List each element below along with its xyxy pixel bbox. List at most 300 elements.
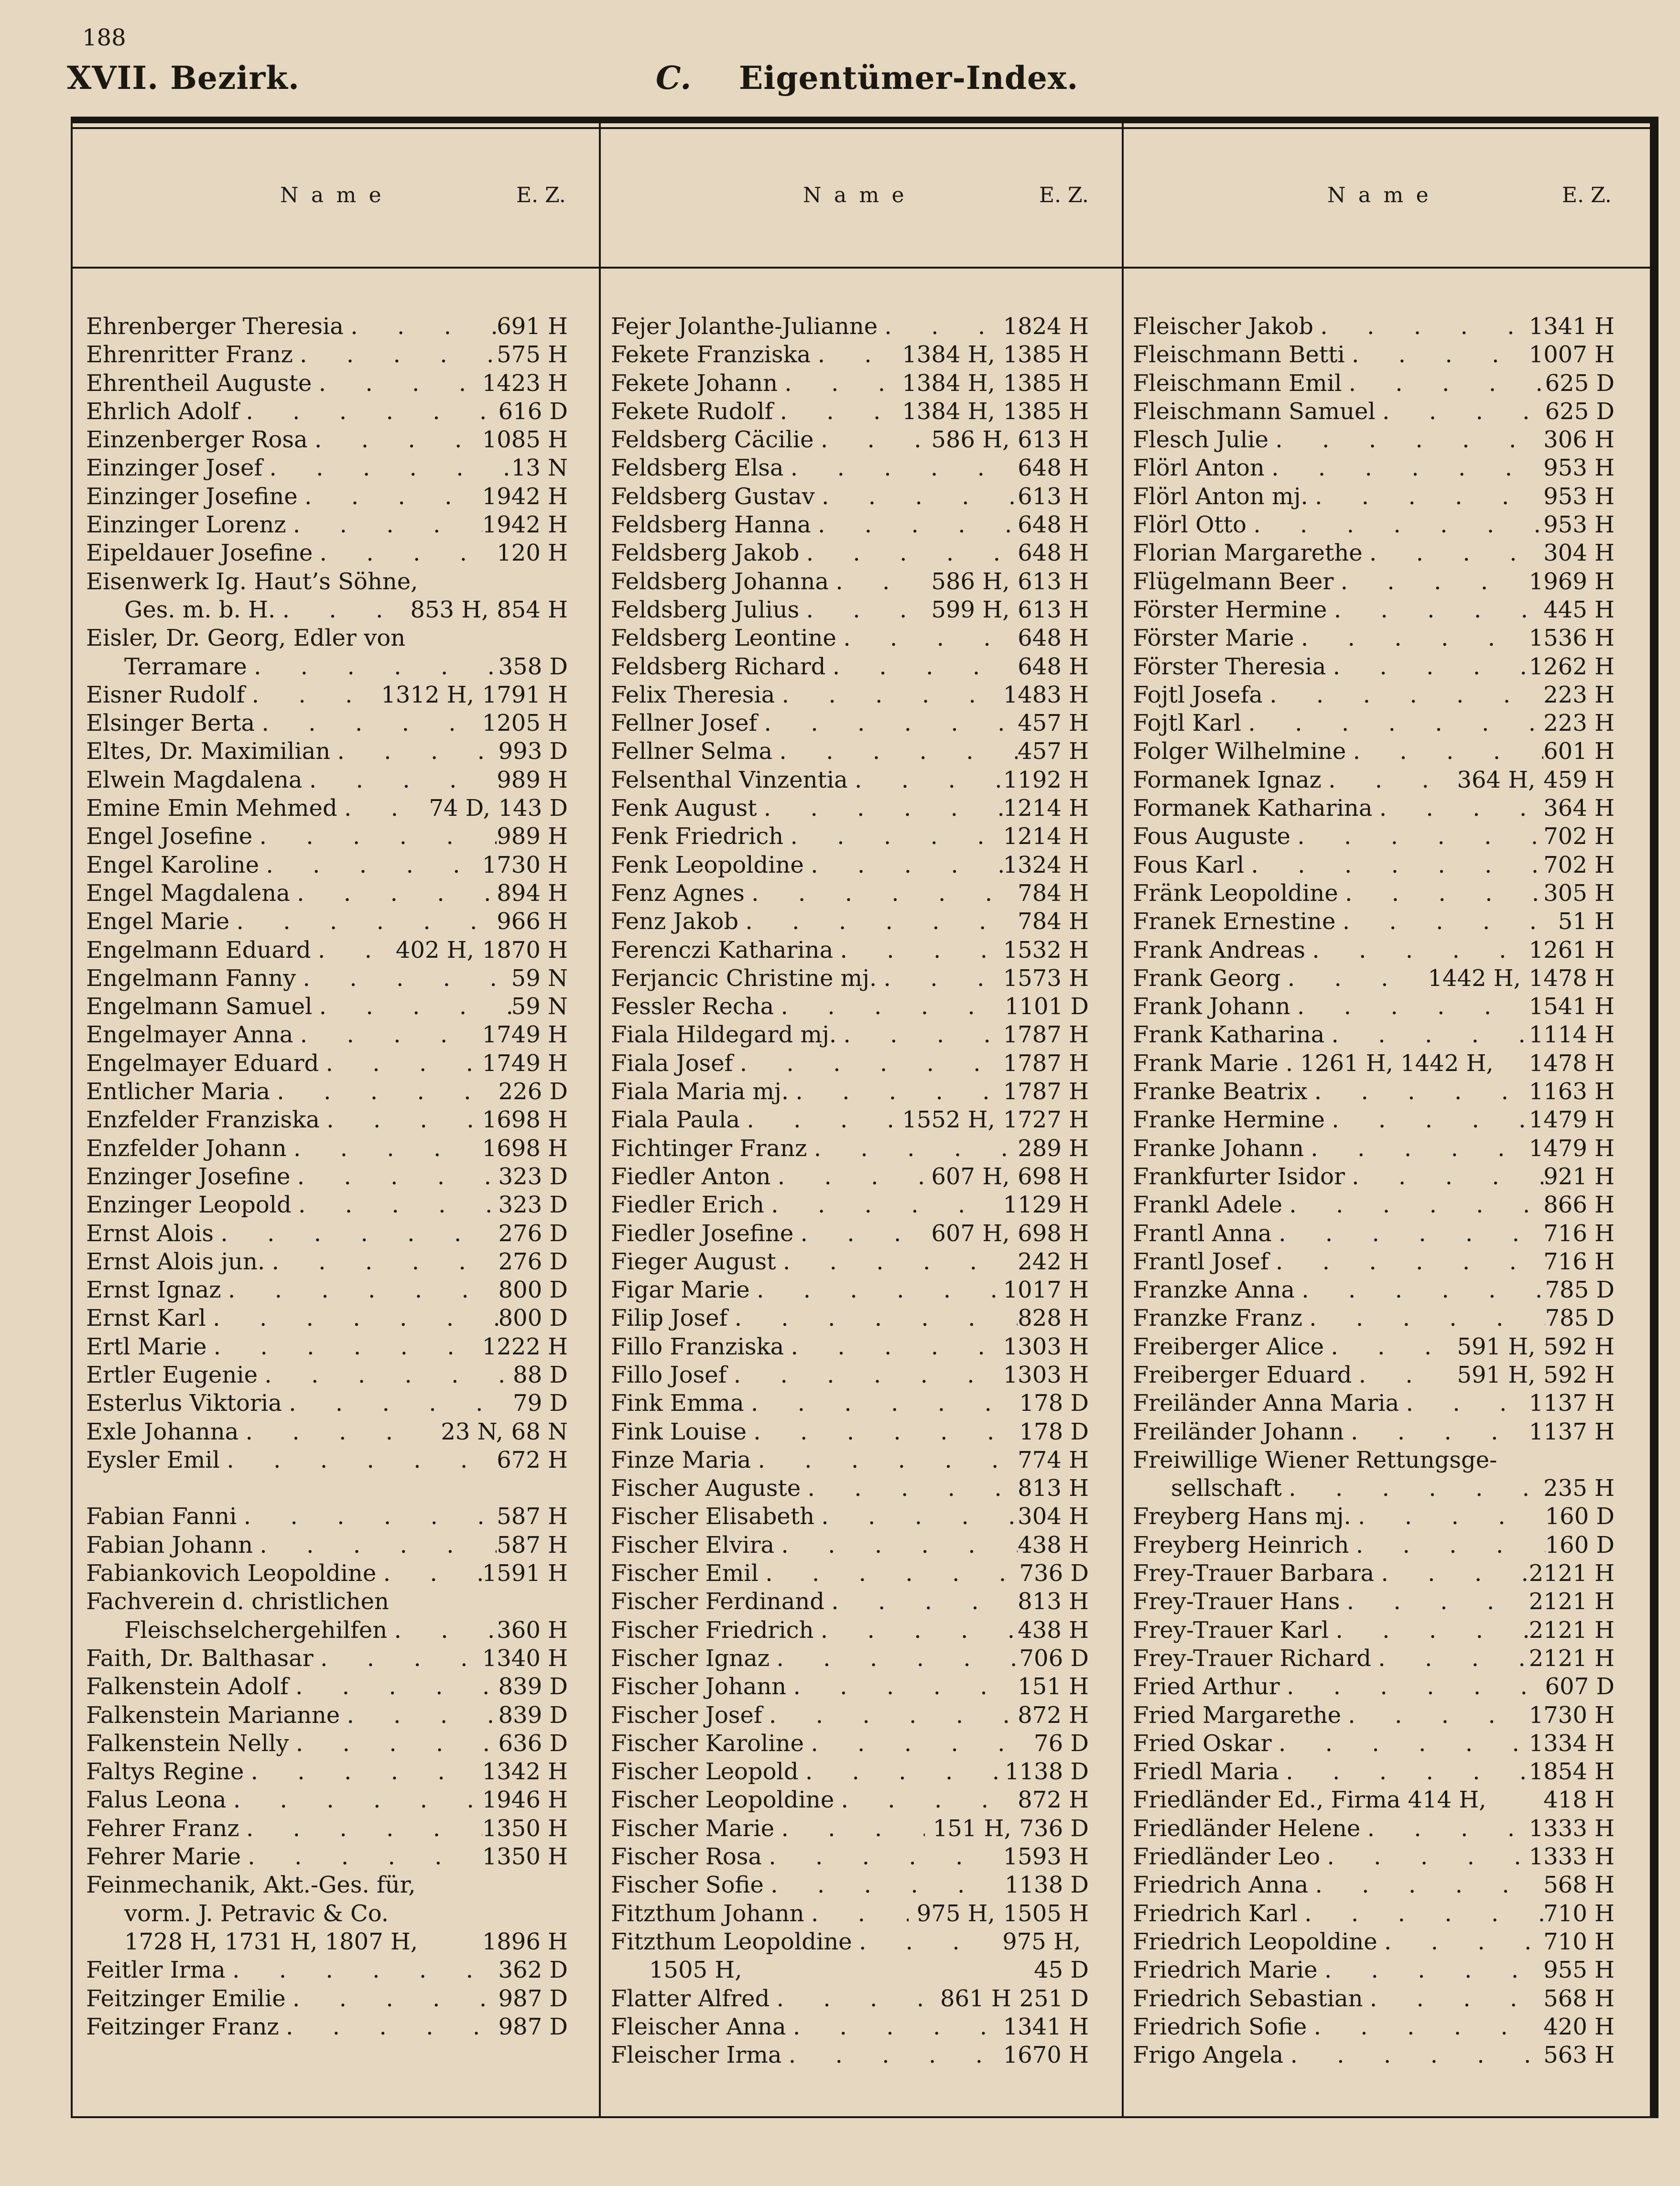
owner-entry xyxy=(611,341,1089,369)
owner-entry xyxy=(1133,1588,1615,1616)
leader-dots xyxy=(786,2013,1003,2041)
ez-number: 358 D xyxy=(498,653,568,680)
owner-name: Feldsberg Johanna xyxy=(611,568,829,595)
owner-entry xyxy=(1133,1474,1615,1503)
leader-dots xyxy=(292,1191,499,1219)
owner-name: Frey-Trauer Barbara xyxy=(1133,1560,1375,1587)
owner-entry xyxy=(86,313,568,341)
ez-number: 1205 H xyxy=(482,710,568,737)
leader-dots xyxy=(778,369,894,398)
owner-entry xyxy=(86,1220,568,1248)
ez-number: 276 D xyxy=(498,1248,568,1275)
ez-number: 785 D xyxy=(1545,1277,1615,1304)
leader-dots xyxy=(775,681,1003,709)
owner-entry xyxy=(611,1900,1089,1928)
owner-name: Fehrer Marie xyxy=(86,1843,241,1871)
ez-number: 1946 H xyxy=(482,1786,568,1814)
ez-number: 1478 H xyxy=(1528,1050,1615,1077)
owner-name: Flörl Otto xyxy=(1133,511,1246,539)
additional-ez-number: 861 H xyxy=(940,1985,1011,2012)
leader-dots xyxy=(1376,398,1545,426)
ez-number: 648 H xyxy=(1018,540,1089,567)
owner-name: Ferjancic Christine mj. xyxy=(611,964,877,992)
owner-name: Eisner Rudolf xyxy=(86,681,245,708)
leader-dots xyxy=(852,1928,995,1956)
owner-entry xyxy=(86,936,568,964)
owner-entry xyxy=(86,1304,568,1332)
owner-name: Frank Katharina xyxy=(1133,1021,1325,1049)
leader-dots xyxy=(1272,1730,1529,1758)
additional-ez-number: 591 H, xyxy=(1457,1333,1536,1360)
owner-entry xyxy=(611,398,1089,426)
owner-name: Fieger August xyxy=(611,1248,776,1275)
ez-number: 1192 H xyxy=(1003,766,1089,793)
leader-dots xyxy=(270,1078,499,1106)
ez-number: 1085 H xyxy=(482,426,568,454)
owner-name: Engelmayer Eduard xyxy=(86,1050,319,1077)
owner-entry xyxy=(86,1078,568,1106)
ez-number: 1730 H xyxy=(1528,1701,1615,1729)
owner-name: Eltes, Dr. Maximilian xyxy=(86,738,331,765)
ez-number: 1896 H xyxy=(482,1928,568,1955)
leader-dots xyxy=(262,454,511,482)
ez-number: 2121 H xyxy=(1528,1560,1615,1587)
owner-name: Engelmann Samuel xyxy=(86,993,313,1020)
ez-number: 1137 H xyxy=(1528,1390,1615,1417)
leader-dots xyxy=(1305,936,1529,964)
leader-dots xyxy=(740,1106,894,1134)
leader-dots xyxy=(1246,511,1543,539)
owner-name: Fleischmann Samuel xyxy=(1133,398,1376,425)
ez-number: 966 H xyxy=(497,908,568,935)
ez-number: 459 H xyxy=(1543,766,1615,793)
owner-name: Fischer Karoline xyxy=(611,1730,804,1757)
additional-ez-number: 1384 H, xyxy=(902,398,995,425)
section-letter: C. xyxy=(656,59,692,97)
owner-name: Eysler Emil xyxy=(86,1446,220,1473)
owner-entry xyxy=(86,1730,568,1758)
owner-name: Fenk Leopoldine xyxy=(611,851,804,878)
leader-dots xyxy=(1313,313,1529,341)
ez-number: 1854 H xyxy=(1528,1758,1615,1786)
leader-dots xyxy=(836,1021,1003,1049)
leader-dots xyxy=(1304,1135,1529,1163)
ez-number: 1341 H xyxy=(1528,313,1615,340)
additional-ez-number: 607 H, xyxy=(931,1220,1010,1247)
leader-dots xyxy=(1342,369,1545,398)
owner-name: Fischer Emil xyxy=(611,1560,759,1587)
owner-entry xyxy=(1133,1276,1615,1304)
leader-dots xyxy=(1269,1248,1544,1276)
owner-name: Fous Karl xyxy=(1133,851,1245,878)
leader-dots xyxy=(836,624,1018,652)
leader-dots xyxy=(751,1446,1018,1474)
ez-number: 828 H xyxy=(1018,1305,1089,1332)
ez-number: 1333 H xyxy=(1528,1843,1615,1871)
leader-dots xyxy=(1283,2041,1543,2069)
owner-name: Flügelmann Beer xyxy=(1133,568,1334,595)
ez-number: 1138 D xyxy=(1005,1872,1089,1899)
owner-name: Finze Maria xyxy=(611,1446,751,1473)
owner-name: Felsenthal Vinzentia xyxy=(611,766,848,793)
owner-entry xyxy=(86,1276,568,1304)
owner-name: Einzinger Josef xyxy=(86,455,263,482)
column-header-ez: E. Z. xyxy=(516,183,566,207)
owner-entry xyxy=(611,1730,1089,1758)
owner-name: Franzke Franz xyxy=(1133,1305,1302,1332)
owner-entry xyxy=(1133,1389,1615,1418)
leader-dots xyxy=(340,1701,498,1730)
owner-name: Förster Hermine xyxy=(1133,596,1327,623)
owner-entry xyxy=(1133,737,1615,766)
owner-name: Fabiankovich Leopoldine xyxy=(86,1560,377,1587)
owner-entry xyxy=(1133,398,1615,426)
owner-name: Friedrich Sofie xyxy=(1133,2013,1307,2040)
owner-entry xyxy=(1133,596,1615,624)
owner-name: Fischer Leopold xyxy=(611,1758,799,1786)
owner-name: Frank Georg xyxy=(1133,964,1281,992)
owner-name: Ehrenritter Franz xyxy=(86,341,293,368)
owner-name: Einzinger Lorenz xyxy=(86,511,286,539)
owner-entry xyxy=(86,993,568,1021)
leader-dots xyxy=(807,1135,1018,1163)
owner-name: Formanek Ignaz xyxy=(1133,766,1322,793)
leader-dots xyxy=(784,1333,1003,1361)
leader-dots xyxy=(252,822,497,851)
leader-dots xyxy=(1268,426,1543,454)
leader-dots xyxy=(814,1616,1018,1645)
owner-entry xyxy=(611,1474,1089,1503)
ez-number: 1114 H xyxy=(1528,1021,1615,1049)
owner-entry xyxy=(611,851,1089,879)
leader-dots xyxy=(793,1220,923,1248)
owner-name: Förster Marie xyxy=(1133,625,1294,652)
ez-number: 1017 H xyxy=(1003,1277,1089,1304)
owner-name: Franzke Anna xyxy=(1133,1277,1295,1304)
owner-name: Fabian Fanni xyxy=(86,1503,237,1530)
ez-number: 251 D xyxy=(1019,1985,1089,2012)
district-heading: XVII. Bezirk. xyxy=(67,59,300,97)
owner-entry xyxy=(86,1673,568,1701)
leader-dots xyxy=(1374,1559,1529,1588)
ez-number: 1385 H xyxy=(1003,341,1089,368)
leader-dots xyxy=(759,1559,1019,1588)
leader-dots xyxy=(1329,1616,1529,1645)
owner-entry xyxy=(86,766,568,794)
owner-entry xyxy=(1133,2013,1615,2041)
owner-name: Fischer Josef xyxy=(611,1701,762,1729)
ez-number: 59 N xyxy=(511,993,568,1020)
owner-entry xyxy=(86,1559,568,1588)
ez-number: 160 D xyxy=(1545,1503,1615,1530)
leader-dots xyxy=(313,539,497,567)
owner-name: Elwein Magdalena xyxy=(86,766,303,793)
owner-entry xyxy=(1133,369,1615,398)
ez-number: 736 D xyxy=(1019,1815,1089,1842)
leader-dots xyxy=(303,766,497,794)
leader-dots xyxy=(1290,993,1529,1021)
ez-number: 613 H xyxy=(1018,596,1089,623)
owner-name: Frey-Trauer Richard xyxy=(1133,1645,1371,1672)
ez-number: 1385 H xyxy=(1003,369,1089,397)
owner-name: Friedl Maria xyxy=(1133,1758,1279,1786)
owner-name: Fillo Franziska xyxy=(611,1333,784,1360)
additional-ez-number: 1442 H, xyxy=(1428,964,1521,992)
ez-number: 1129 H xyxy=(1003,1191,1089,1219)
owner-entry xyxy=(1133,1191,1615,1219)
owner-list xyxy=(86,313,568,2041)
owner-name: Fellner Josef xyxy=(611,710,758,737)
owner-name: Engelmann Fanny xyxy=(86,964,296,992)
owner-entry xyxy=(86,1588,568,1616)
owner-name: Fleischer Anna xyxy=(611,2013,786,2040)
leader-dots xyxy=(776,1248,1018,1276)
leader-dots xyxy=(237,1503,497,1531)
owner-name: Friedländer Ed., Firma 414 H, xyxy=(1133,1786,1486,1814)
additional-ez-number: 607 H, xyxy=(931,1163,1010,1190)
owner-entry xyxy=(1133,908,1615,936)
ez-number: 1334 H xyxy=(1528,1730,1615,1757)
owner-entry xyxy=(1133,1106,1615,1134)
leader-dots xyxy=(1263,681,1543,709)
ez-number: 1214 H xyxy=(1003,823,1089,850)
ez-number: 1787 H xyxy=(1003,1021,1089,1049)
ez-number: 563 H xyxy=(1543,2042,1615,2069)
owner-name: Feldsberg Hanna xyxy=(611,511,811,539)
leader-dots xyxy=(1399,1389,1528,1418)
ez-number: 1303 H xyxy=(1003,1361,1089,1388)
owner-entry xyxy=(1133,1928,1615,1956)
ez-number: 151 H xyxy=(1018,1673,1089,1700)
leader-dots xyxy=(1308,483,1544,511)
leader-dots xyxy=(214,1220,499,1248)
owner-entry xyxy=(86,1985,568,2013)
leader-dots xyxy=(376,1559,482,1588)
owner-entry xyxy=(86,1135,568,1163)
leader-dots xyxy=(287,1135,482,1163)
owner-name: Emine Emin Mehmed xyxy=(86,795,337,822)
ez-number: 306 H xyxy=(1543,426,1615,454)
owner-name: Freiländer Anna Maria xyxy=(1133,1390,1399,1417)
owner-entry xyxy=(1133,1163,1615,1191)
ez-number: 613 H xyxy=(1018,426,1089,454)
owner-entry xyxy=(611,709,1089,737)
owner-name: Friedrich Sebastian xyxy=(1133,1985,1363,2012)
owner-entry xyxy=(611,426,1089,454)
ez-number: 716 H xyxy=(1543,1220,1615,1247)
ez-number: 223 H xyxy=(1543,710,1615,737)
leader-dots xyxy=(733,1050,1003,1078)
ez-number: 1942 H xyxy=(482,511,568,539)
ez-number: 1163 H xyxy=(1528,1078,1615,1105)
owner-entry xyxy=(1133,341,1615,369)
owner-name: Franek Ernestine xyxy=(1133,908,1336,935)
owner-entry xyxy=(1133,2041,1615,2069)
owner-entry xyxy=(86,1758,568,1786)
leader-dots xyxy=(293,341,497,369)
owner-entry xyxy=(1133,426,1615,454)
owner-entry xyxy=(1133,483,1615,511)
ez-number: 178 D xyxy=(1019,1418,1089,1445)
owner-entry xyxy=(86,1701,568,1730)
ez-number: 289 H xyxy=(1018,1135,1089,1162)
leader-dots xyxy=(1333,568,1528,596)
owner-name: Faltys Regine xyxy=(86,1758,244,1786)
ez-number: 418 H xyxy=(1543,1786,1615,1814)
leader-dots xyxy=(1341,1701,1529,1730)
ez-number: 304 H xyxy=(1018,1503,1089,1530)
owner-entry xyxy=(1133,568,1615,596)
ez-number: 438 H xyxy=(1018,1616,1089,1644)
ez-number: 1101 D xyxy=(1005,993,1089,1020)
ez-number: 702 H xyxy=(1543,851,1615,878)
owner-entry xyxy=(86,369,568,398)
owner-name: Fiedler Josefine xyxy=(611,1220,794,1247)
owner-name: Entlicher Maria xyxy=(86,1078,271,1105)
owner-entry xyxy=(86,1333,568,1361)
owner-name: Feitzinger Franz xyxy=(86,2013,279,2040)
owner-entry xyxy=(611,1106,1089,1134)
owner-entry xyxy=(86,851,568,879)
owner-entry xyxy=(86,1191,568,1219)
owner-name: Fekete Franziska xyxy=(611,341,811,368)
leader-dots xyxy=(253,1531,497,1559)
owner-name: Frantl Anna xyxy=(1133,1220,1272,1247)
owner-entry xyxy=(86,1248,568,1276)
owner-entry xyxy=(86,1163,568,1191)
leader-dots xyxy=(1318,1956,1544,1984)
owner-name: Fenz Jakob xyxy=(611,908,739,935)
ez-number: 872 H xyxy=(1018,1701,1089,1729)
owner-name: Fiala Hildegard mj. xyxy=(611,1021,837,1049)
owner-entry xyxy=(86,879,568,908)
ez-number: 235 H xyxy=(1543,1475,1615,1502)
leader-dots xyxy=(1351,1503,1545,1531)
owner-entry xyxy=(1133,1021,1615,1049)
ez-number: 88 D xyxy=(513,1361,568,1388)
leader-dots xyxy=(1335,908,1558,936)
additional-ez-number: 1384 H, xyxy=(902,369,995,397)
owner-entry xyxy=(86,1645,568,1673)
owner-entry xyxy=(611,1333,1089,1361)
ez-number: 1222 H xyxy=(482,1333,568,1360)
owner-name: Fojtl Karl xyxy=(1133,710,1242,737)
owner-entry xyxy=(86,1050,568,1078)
owner-name: Folger Wilhelmine xyxy=(1133,738,1346,765)
owner-entry xyxy=(86,1786,568,1814)
ez-number: 360 H xyxy=(497,1616,568,1644)
leader-dots xyxy=(829,568,923,596)
leader-dots xyxy=(387,1616,497,1645)
ez-number: 716 H xyxy=(1543,1248,1615,1275)
owner-entry xyxy=(611,908,1089,936)
leader-dots xyxy=(255,709,482,737)
leader-dots xyxy=(286,1985,499,2013)
ez-number: 364 H xyxy=(1543,795,1615,822)
ez-number: 672 H xyxy=(497,1446,568,1473)
column-header-name: Name xyxy=(280,183,394,207)
leader-dots xyxy=(782,2041,1003,2069)
ez-number: 872 H xyxy=(1018,1786,1089,1814)
owner-name: Esterlus Viktoria xyxy=(86,1390,282,1417)
owner-name: Freyberg Heinrich xyxy=(1133,1531,1349,1558)
leader-dots xyxy=(1280,964,1420,993)
owner-name: Freiberger Eduard xyxy=(1133,1361,1352,1388)
owner-name: Fiala Josef xyxy=(611,1050,733,1077)
owner-name: Fojtl Josefa xyxy=(1133,681,1263,708)
owner-entry xyxy=(86,341,568,369)
owner-name: Engel Magdalena xyxy=(86,879,290,907)
ez-number: 323 D xyxy=(498,1163,568,1190)
owner-name: Enzfelder Franziska xyxy=(86,1106,320,1134)
owner-entry xyxy=(611,822,1089,851)
ez-number: 120 H xyxy=(497,540,568,567)
owner-entry xyxy=(86,483,568,511)
index-column-1 xyxy=(86,313,568,2041)
column-divider xyxy=(599,123,601,2118)
owner-name: Feldsberg Leontine xyxy=(611,625,836,652)
owner-name: Einzinger Josefine xyxy=(86,483,298,510)
ez-number: 800 D xyxy=(498,1305,568,1332)
owner-entry xyxy=(1133,1531,1615,1559)
ez-number: 1698 H xyxy=(482,1106,568,1134)
leader-dots xyxy=(1326,653,1528,681)
owner-name: Freiländer Johann xyxy=(1133,1418,1344,1445)
owner-entry xyxy=(1133,1446,1615,1474)
owner-entry xyxy=(1133,993,1615,1021)
owner-entry xyxy=(86,1815,568,1843)
owner-name: Friedrich Leopoldine xyxy=(1133,1928,1377,1955)
additional-ez-number: 853 H, xyxy=(410,596,489,623)
owner-name: Fischer Auguste xyxy=(611,1475,801,1502)
owner-name: Frantl Josef xyxy=(1133,1248,1269,1275)
additional-ez-number: 1552 H, xyxy=(902,1106,995,1134)
leader-dots xyxy=(1352,1361,1449,1389)
leader-dots xyxy=(1308,1871,1543,1899)
owner-name: Ernst Ignaz xyxy=(86,1277,221,1304)
owner-entry xyxy=(1133,766,1615,794)
owner-name: Fischer Leopoldine xyxy=(611,1786,835,1814)
owner-name: Feldsberg Gustav xyxy=(611,483,815,510)
owner-entry xyxy=(86,1503,568,1531)
leader-dots xyxy=(1371,1645,1529,1673)
ez-number: 648 H xyxy=(1018,511,1089,539)
ez-number: 953 H xyxy=(1543,455,1615,482)
owner-entry xyxy=(611,1304,1089,1332)
ez-number: 1303 H xyxy=(1003,1333,1089,1360)
leader-dots xyxy=(227,1786,482,1814)
index-column-2 xyxy=(611,313,1089,2069)
owner-entry xyxy=(86,398,568,426)
owner-entry xyxy=(1133,1078,1615,1106)
owner-name: Fekete Rudolf xyxy=(611,398,773,425)
owner-entry xyxy=(1133,454,1615,482)
owner-name: Felix Theresia xyxy=(611,681,775,708)
owner-name: Friedrich Marie xyxy=(1133,1957,1318,1984)
ez-number: 698 H xyxy=(1018,1163,1089,1190)
index-column-3 xyxy=(1133,313,1615,2069)
owner-entry xyxy=(611,1985,1089,2013)
leader-dots xyxy=(799,596,923,624)
owner-entry xyxy=(611,1645,1089,1673)
ez-number: 76 D xyxy=(1034,1730,1089,1757)
owner-entry xyxy=(86,1418,568,1446)
owner-name: Fabian Johann xyxy=(86,1531,253,1558)
ez-number: 1478 H xyxy=(1528,964,1615,992)
owner-name: Frank Johann xyxy=(1133,993,1290,1020)
owner-entry xyxy=(86,1843,568,1871)
additional-ez-number: 586 H, xyxy=(931,568,1010,595)
